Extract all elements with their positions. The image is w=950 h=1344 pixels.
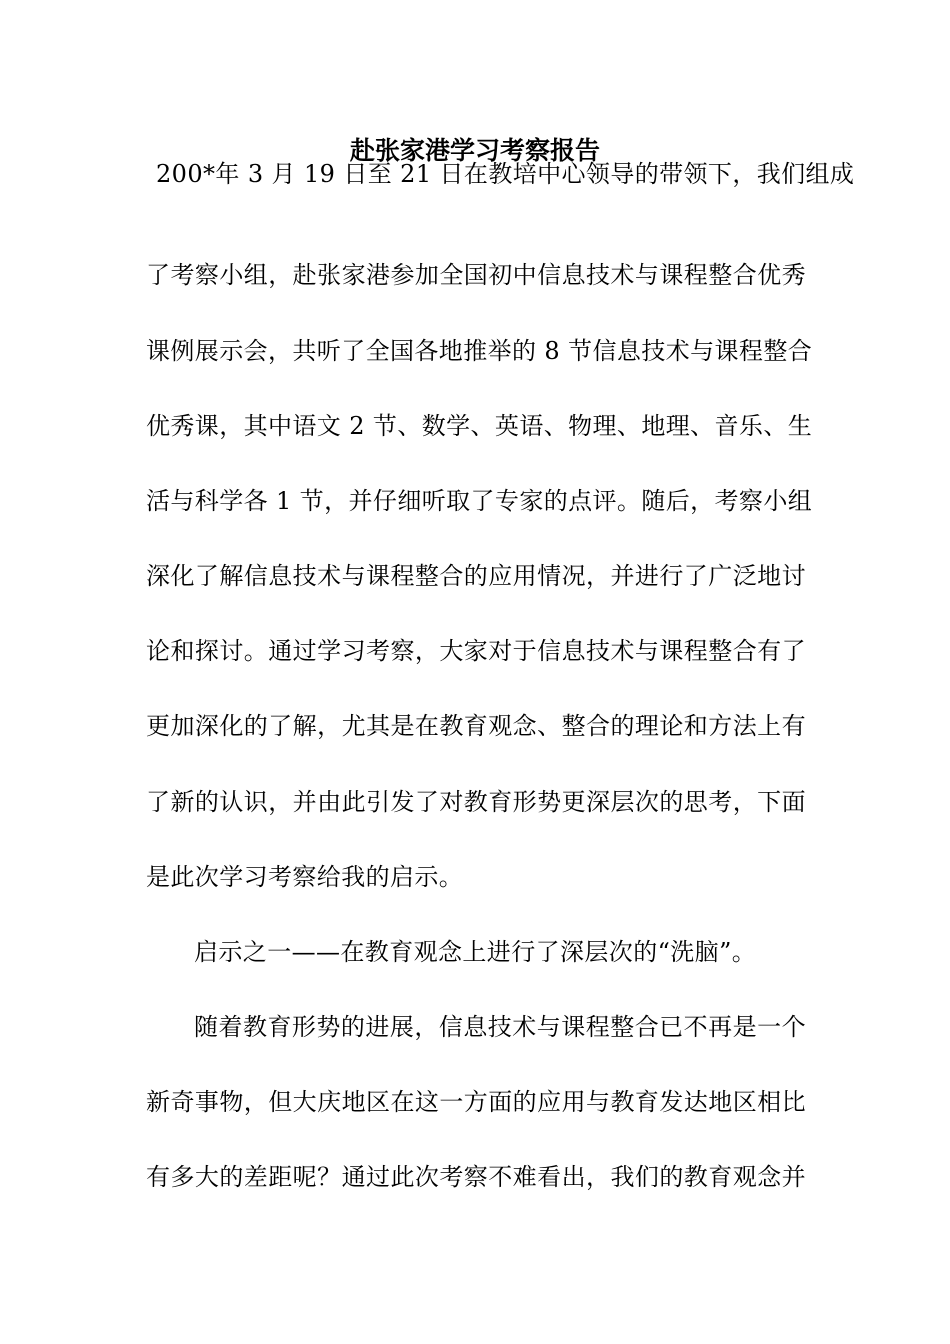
paragraph-line: 是此次学习考察给我的启示。 <box>146 863 464 891</box>
paragraph-line: 新奇事物，但大庆地区在这一方面的应用与教育发达地区相比 <box>146 1088 806 1116</box>
paragraph-line: 有多大的差距呢？通过此次考察不难看出，我们的教育观念并 <box>146 1163 806 1191</box>
paragraph-line: 论和探讨。通过学习考察，大家对于信息技术与课程整合有了 <box>146 637 806 665</box>
paragraph-line: 课例展示会，共听了全国各地推举的 8 节信息技术与课程整合 <box>146 337 813 365</box>
paragraph-line: 活与科学各 1 节，并仔细听取了专家的点评。随后，考察小组 <box>146 487 813 515</box>
paragraph-line: 了新的认识，并由此引发了对教育形势更深层次的思考，下面 <box>146 788 806 816</box>
section-heading: 启示之一——在教育观念上进行了深层次的“洗脑”。 <box>194 938 757 966</box>
paragraph-line: 优秀课，其中语文 2 节、数学、英语、物理、地理、音乐、生 <box>146 412 813 440</box>
paragraph-line: 更加深化的了解，尤其是在教育观念、整合的理论和方法上有 <box>146 712 806 740</box>
paragraph-line: 随着教育形势的进展，信息技术与课程整合已不再是一个 <box>194 1013 806 1041</box>
document-title: 赴张家港学习考察报告 <box>349 136 600 165</box>
paragraph-line: 深化了解信息技术与课程整合的应用情况，并进行了广泛地讨 <box>146 562 806 590</box>
paragraph-line: 200*年 3 月 19 日至 21 日在教培中心领导的带领下，我们组成 <box>156 160 855 188</box>
paragraph-line: 了考察小组，赴张家港参加全国初中信息技术与课程整合优秀 <box>146 261 806 289</box>
